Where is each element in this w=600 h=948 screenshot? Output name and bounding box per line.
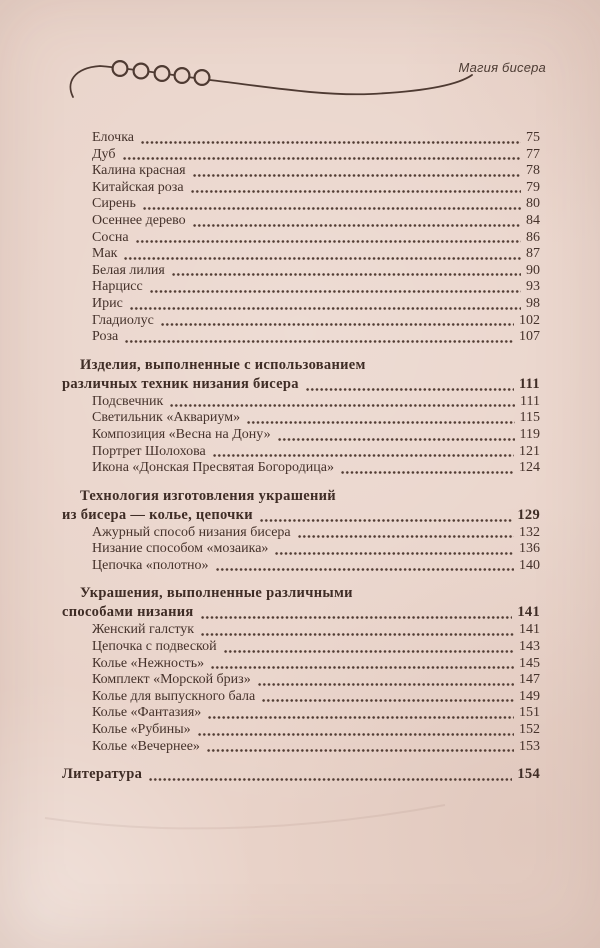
toc-page-number: 132 <box>519 524 540 540</box>
toc-entry-title: Дуб <box>92 146 116 162</box>
dot-leader <box>172 272 521 277</box>
toc-page-number: 154 <box>517 766 540 783</box>
toc-row <box>0 460 600 477</box>
toc-page-number: 119 <box>519 426 540 442</box>
toc-page-number: 102 <box>519 312 540 328</box>
toc-entry-title: Цепочка «полотно» <box>92 557 209 573</box>
toc-page-number: 141 <box>517 604 540 621</box>
toc-page-number: 153 <box>519 738 540 754</box>
running-header: Магия бисера <box>458 60 546 75</box>
toc-row <box>0 525 600 542</box>
toc-row <box>0 506 600 525</box>
toc-page-number: 145 <box>519 655 540 671</box>
toc-page-number: 121 <box>519 443 540 459</box>
toc-page-number: 86 <box>526 229 540 245</box>
toc-entry-title: Колье «Вечернее» <box>92 738 200 754</box>
toc-entry-title: Женский галстук <box>92 622 195 638</box>
dot-leader <box>125 339 514 344</box>
toc-entry-title: Изделия, выполненные с использованием <box>80 356 366 373</box>
toc-entry-title: Украшения, выполненные различными <box>80 585 353 602</box>
toc-row <box>0 246 600 263</box>
toc-row <box>0 356 600 375</box>
dot-leader <box>124 256 521 261</box>
dot-leader <box>224 649 514 654</box>
toc-page-number: 111 <box>518 375 540 392</box>
toc-entry-title: Китайская роза <box>92 179 184 195</box>
toc-row <box>0 705 600 722</box>
toc-page-number: 84 <box>526 212 540 228</box>
dot-leader <box>161 322 514 327</box>
toc-entry-title: Цепочка с подвеской <box>92 639 217 655</box>
dot-leader <box>130 306 521 311</box>
toc-row <box>0 584 600 603</box>
dot-leader <box>150 289 521 294</box>
toc-page-number: 152 <box>519 722 540 738</box>
toc-row <box>0 722 600 739</box>
toc-page-number: 107 <box>519 329 540 345</box>
dot-leader <box>149 777 512 782</box>
toc-entry-title: Низание способом «мозаика» <box>92 541 269 557</box>
dot-leader <box>260 518 512 523</box>
dot-leader <box>213 453 514 458</box>
toc-row <box>0 230 600 247</box>
toc-page-number: 80 <box>526 196 540 212</box>
toc-row <box>0 487 600 506</box>
toc-entry-title: Роза <box>92 329 119 345</box>
dot-leader <box>191 189 521 194</box>
toc-row <box>0 375 600 394</box>
toc-row <box>0 541 600 558</box>
toc-row <box>0 410 600 427</box>
toc-entry-title: Светильник «Аквариум» <box>92 410 241 426</box>
toc-row <box>0 329 600 346</box>
toc-page-number: 141 <box>519 622 540 638</box>
dot-leader <box>258 682 514 687</box>
toc-page-number: 98 <box>526 295 540 311</box>
dot-leader <box>141 140 521 145</box>
toc-page-number: 111 <box>520 393 540 409</box>
toc-page-number: 124 <box>519 460 540 476</box>
toc-entry-title: Колье «Фантазия» <box>92 705 202 721</box>
dot-leader <box>123 156 522 161</box>
dot-leader <box>247 420 514 425</box>
dot-leader <box>211 665 514 670</box>
toc-entry-title: Литература <box>62 766 143 783</box>
toc-row <box>0 427 600 444</box>
toc-entry-title: Колье «Нежность» <box>92 655 205 671</box>
toc-entry-title: Калина красная <box>92 163 186 179</box>
bead-string-icon <box>56 56 486 108</box>
dot-leader <box>136 239 521 244</box>
toc-entry-title: Икона «Донская Пресвятая Богородица» <box>92 460 334 476</box>
toc-entry-title: Колье для выпускного бала <box>92 688 256 704</box>
table-of-contents <box>0 130 600 784</box>
dot-leader <box>262 698 514 703</box>
toc-row <box>0 765 600 784</box>
toc-row <box>0 263 600 280</box>
toc-row <box>0 147 600 164</box>
toc-entry-title: Осеннее дерево <box>92 212 186 228</box>
toc-page-number: 143 <box>519 639 540 655</box>
toc-entry-title: Колье «Рубины» <box>92 722 191 738</box>
toc-row <box>0 656 600 673</box>
toc-page-number: 136 <box>519 541 540 557</box>
toc-entry-title: Технология изготовления украшений <box>80 487 336 504</box>
toc-entry-title: Белая лилия <box>92 262 165 278</box>
toc-row <box>0 444 600 461</box>
toc-entry-title: Комплект «Морской бриз» <box>92 672 251 688</box>
toc-page-number: 140 <box>519 557 540 573</box>
toc-entry-title: Сосна <box>92 229 129 245</box>
dot-leader <box>341 470 514 475</box>
toc-page-number: 115 <box>519 410 540 426</box>
dot-leader <box>201 632 514 637</box>
toc-entry-title: различных техник низания бисера <box>62 375 299 392</box>
toc-page-number: 75 <box>526 130 540 145</box>
toc-row <box>0 739 600 756</box>
dot-leader <box>275 551 514 556</box>
toc-entry-title: Портрет Шолохова <box>92 443 206 459</box>
toc-row <box>0 672 600 689</box>
dot-leader <box>208 715 514 720</box>
toc-entry-title: Елочка <box>92 130 135 145</box>
toc-row <box>0 180 600 197</box>
dot-leader <box>216 567 514 572</box>
toc-entry-title: Композиция «Весна на Дону» <box>92 426 271 442</box>
toc-entry-title: из бисера — колье, цепочки <box>62 506 253 523</box>
toc-page-number: 93 <box>526 279 540 295</box>
toc-row <box>0 394 600 411</box>
toc-row <box>0 279 600 296</box>
dot-leader <box>143 206 521 211</box>
dot-leader <box>170 403 515 408</box>
dot-leader <box>193 173 521 178</box>
toc-entry-title: способами низания <box>62 604 194 621</box>
toc-page-number: 147 <box>519 672 540 688</box>
dot-leader <box>207 748 514 753</box>
toc-row <box>0 196 600 213</box>
toc-row <box>0 213 600 230</box>
toc-page-number: 129 <box>517 506 540 523</box>
toc-entry-title: Подсвечник <box>92 393 164 409</box>
toc-entry-title: Мак <box>92 246 118 262</box>
dot-leader <box>306 387 514 392</box>
toc-page-number: 149 <box>519 688 540 704</box>
toc-row <box>0 603 600 622</box>
toc-row <box>0 639 600 656</box>
toc-page-number: 87 <box>526 246 540 262</box>
toc-entry-title: Ирис <box>92 295 123 311</box>
toc-entry-title: Гладиолус <box>92 312 154 328</box>
dot-leader <box>298 534 514 539</box>
toc-row <box>0 689 600 706</box>
dot-leader <box>198 732 514 737</box>
toc-row <box>0 313 600 330</box>
toc-page-number: 79 <box>526 179 540 195</box>
toc-page-number: 77 <box>526 146 540 162</box>
toc-page-number: 151 <box>519 705 540 721</box>
toc-page-number: 78 <box>526 163 540 179</box>
toc-row <box>0 622 600 639</box>
dot-leader <box>278 437 515 442</box>
dot-leader <box>201 615 513 620</box>
toc-row <box>0 163 600 180</box>
toc-row <box>0 296 600 313</box>
paper-crease <box>0 800 500 845</box>
toc-entry-title: Ажурный способ низания бисера <box>92 524 291 540</box>
toc-page-number: 90 <box>526 262 540 278</box>
toc-entry-title: Сирень <box>92 196 136 212</box>
toc-entry-title: Нарцисс <box>92 279 143 295</box>
toc-row <box>0 558 600 575</box>
dot-leader <box>193 223 521 228</box>
toc-row <box>0 130 600 147</box>
